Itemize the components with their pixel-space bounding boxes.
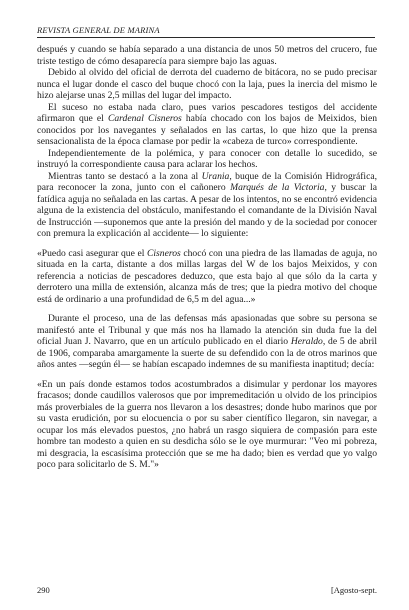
paragraph-6-start: Durante el proceso, una de las defensas más apasionadas que sobre su persona se manifestó ante el Tribunal y que más nos ha llamado la atención sin duda fue la del oficial Juan J. Navarro, que en un artículo publicado en el diario <box>37 313 377 347</box>
ship-name: Urania <box>201 170 230 182</box>
ship-name: Marqués de la Victoria <box>230 182 325 193</box>
newspaper-name: Heraldo <box>290 336 323 347</box>
paragraph-6-end: , de 5 de abril de 1906, comparaba amargamente la suerte de su defendido con la de otros marinos que años antes —según él— se habían escapado indemnes de su manifiesta inaptitud; decía: <box>37 336 377 370</box>
quote-1-end: chocó con una piedra de las llamadas de aguja, no situada en la carta, distante a dos millas largas del W de los bajos Meixidos, y con referencia a noticias de pescadores deduzco, que esta bajo al que sólo da la carta y derrotero una milla de extensión, alcanza más de tres; que la piedra motivo del choque está de ordinario a una profundidad de 6,5 m del agua...» <box>37 247 377 305</box>
paragraph-3 <box>37 102 377 148</box>
paragraph-5-middle: , buque de la Comisión Hidrográfica, para reconocer la zona, junto con el cañonero <box>37 170 377 193</box>
running-header <box>37 25 375 38</box>
paragraph-3-end: había chocado con los bajos de Meixidos, bien conocidos por los navegantes y señalados en las cartas, lo que hizo que la prensa sensacionalista de la época clamase por pedir la «cabeza de turco» correspondiente. <box>37 113 378 147</box>
paragraph-6 <box>37 313 377 371</box>
ship-name: Cisneros <box>146 247 181 259</box>
page-number: 290 <box>37 585 50 595</box>
paragraph-4: Independientemente de la polémica, y para conocer con detalle lo sucedido, se instruyó la correspondiente causa para aclarar los hechos. <box>37 147 377 170</box>
page-footer <box>37 585 377 595</box>
paragraph-5-start: Mientras tanto se destacó a la zona al <box>48 170 202 182</box>
paragraph-1: después y cuando se había separado a una distancia de unos 50 metros del crucero, fue triste testigo de cómo desaparecía para siempre bajo las aguas. <box>37 44 377 67</box>
paragraph-3-start: El suceso no estaba nada claro, pues varios pescadores testigos del accidente afirmaron que el <box>37 101 377 124</box>
ship-name: Cardenal Cisneros <box>107 113 182 124</box>
paragraph-2: Debido al olvido del oficial de derrota del cuaderno de bitácora, no se pudo precisar nunca el lugar donde el casco del buque chocó con la laja, pues la inercia del mismo le hizo alejarse unas 2,5 millas del lugar del impacto. <box>37 67 377 101</box>
block-quote-2: «En un país donde estamos todos acostumbrados a disimular y perdonar los mayores fracasos; donde caudillos valerosos que por impremeditación u olvido de los principios más proverbiales de la guerra nos llevaron a los desastres; donde hubo marinos que por su vasta erudición, por su elocuencia o por su saber científico llegaron, sin navegar, a ocupar los más elevados puestos, ¿no habrá un rasgo siquiera de compasión para este hombre tan modesto a quien en su desdicha sólo se le oye murmurar: "Veo mi pobreza, mi desgracia, la escasísima protección que se me ha dado; bien es verdad que yo valgo poco para solicitarlo de S. M."» <box>37 378 377 470</box>
quote-1-start: «Puedo casi asegurar que el <box>37 247 147 259</box>
article-body <box>37 44 377 471</box>
journal-title: REVISTA GENERAL DE MARINA <box>37 25 160 35</box>
issue-label: [Agosto-sept. <box>330 585 377 595</box>
paragraph-5 <box>37 171 377 240</box>
block-quote-1 <box>37 248 377 306</box>
paragraph-5-end: , y buscar la fatídica aguja no señalada en las cartas. A pesar de los intentos, no se encontró evidencia alguna de la existencia del obstáculo, manifestando el comandante de la División Naval de Instrucción —suponemos que ante la presión del mando y de la sociedad por conocer con premura la explicación al accidente— lo siguiente: <box>37 182 377 239</box>
